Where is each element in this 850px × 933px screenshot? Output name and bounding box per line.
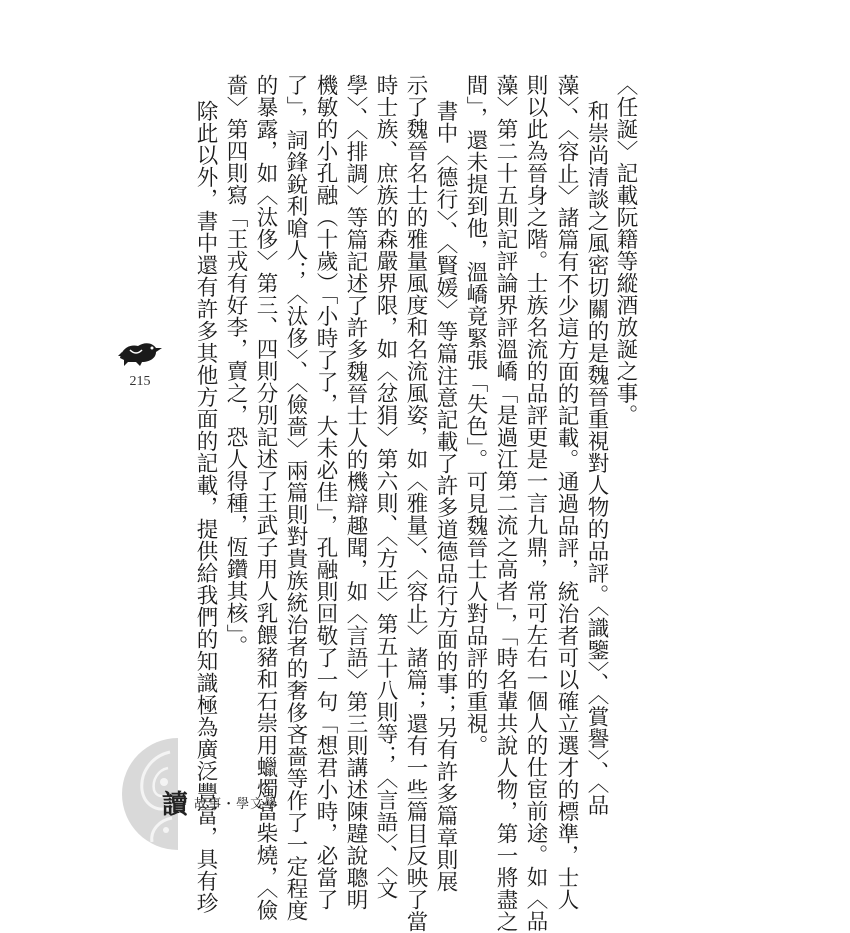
text-column-6: 間」，還未提到他，溫嶠竟緊張「失色」。可見魏晉士人對品評的重視。 bbox=[463, 74, 488, 757]
text-column-12: 了」，詞鋒銳利嗆人；〈汰侈〉、〈儉嗇〉兩篇則對貴族統治者的奢侈吝嗇等作了一定程度 bbox=[283, 74, 308, 922]
text-column-2: 和崇尚清談之風密切關的是魏晉重視對人物的品評。〈識鑒〉、〈賞譽〉、〈品 bbox=[584, 100, 609, 817]
text-column-10: 學〉、〈排調〉等篇記述了許多魏晉士人的機辯趣聞，如〈言語〉第三則講述陳韙說聰明 bbox=[343, 74, 368, 911]
text-column-7: 書中〈德行〉、〈賢媛〉等篇注意記載了許多道德品行方面的事；另有許多篇章則展 bbox=[433, 100, 458, 893]
text-column-3: 藻〉、〈容止〉諸篇有不少這方面的記載。通過品評，統治者可以確立選才的標準，士人 bbox=[554, 74, 579, 911]
page-number: 215 bbox=[129, 374, 151, 389]
text-column-14: 嗇〉第四則寫「王戎有好李，賣之，恐人得種，恆鑽其核」。 bbox=[223, 74, 248, 658]
footer-series-title bbox=[162, 784, 278, 821]
text-column-1: 〈任誕〉記載阮籍等縱酒放誕之事。 bbox=[613, 74, 638, 426]
text-column-9: 時士族、庶族的森嚴界限，如〈忿狷〉第六則、〈方正〉第五十八則等；〈言語〉、〈文 bbox=[373, 74, 398, 900]
text-column-4: 則以此為晉身之階。士族名流的品評更是一言九鼎，常可左右一個人的仕宦前途。如〈品 bbox=[523, 74, 548, 932]
text-column-15: 除此以外，書中還有許多其他方面的記載，提供給我們的知識極為廣泛豐富，具有珍 bbox=[193, 100, 218, 914]
text-column-13: 的暴露，如〈汰侈〉第三、四則分別記述了王武子用人乳餵豬和石崇用蠟燭當柴燒，〈儉 bbox=[253, 74, 278, 922]
text-column-11: 機敏的小孔融（十歲）「小時了了，大未必佳」，孔融則回敬了一句「想君小時，必當了 bbox=[313, 74, 338, 911]
text-column-5: 藻〉第二十五則記評論界評溫嶠「是過江第二流之高者」，「時名輩共說人物，第一將盡之 bbox=[493, 74, 518, 933]
creature-ornament-icon bbox=[116, 336, 164, 368]
text-column-8: 示了魏晉名士的雅量風度和名流風姿，如〈雅量〉、〈容止〉諸篇；還有一些篇目反映了當 bbox=[403, 74, 428, 933]
footer-big-char: 讀 bbox=[162, 790, 189, 820]
footer-series-text: 故事・學文學 bbox=[194, 797, 279, 812]
